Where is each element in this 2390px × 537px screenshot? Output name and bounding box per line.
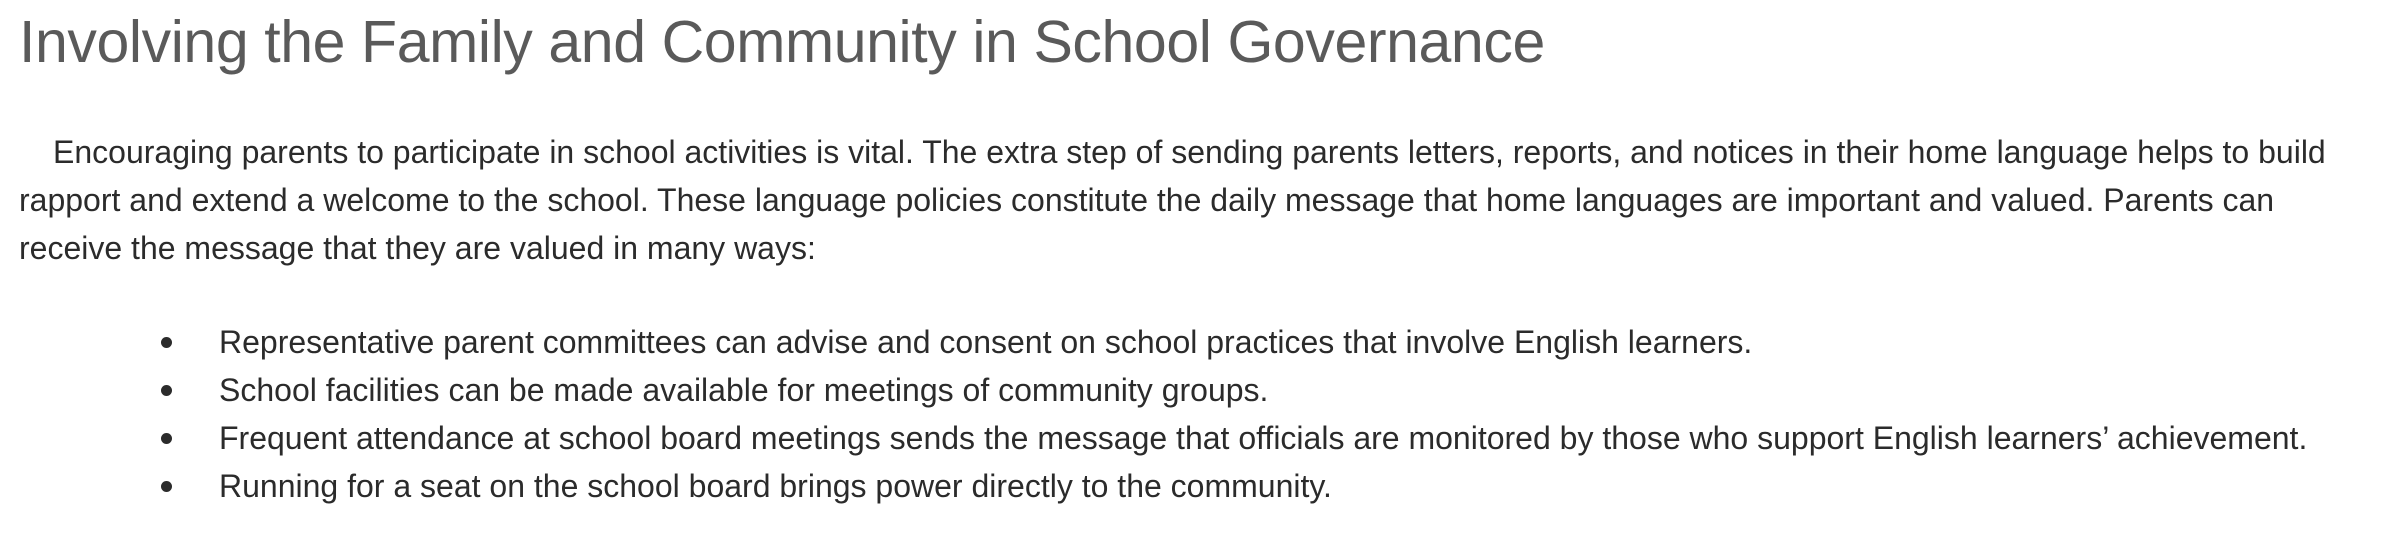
list-item-text: School facilities can be made available for meetings of community groups. <box>219 372 1269 408</box>
list-item <box>161 366 2371 414</box>
bullet-icon <box>161 433 172 444</box>
page-title: Involving the Family and Community in School Governance <box>19 9 1545 75</box>
list-item-text: Frequent attendance at school board meetings sends the message that officials are monitored by those who support English learners’ achievement. <box>219 420 2308 456</box>
list-item-text: Representative parent committees can advise and consent on school practices that involve English learners. <box>219 324 1753 360</box>
list-item <box>161 318 2371 366</box>
bullet-icon <box>161 481 172 492</box>
bullet-icon <box>161 385 172 396</box>
list-item <box>161 462 2371 510</box>
intro-paragraph: Encouraging parents to participate in school activities is vital. The extra step of sending parents letters, reports, and notices in their home language helps to build rapport and extend a welcome to the school. These language policies constitute the daily message that home languages are important and valued. Parents can receive the message that they are valued in many ways: <box>19 134 2326 266</box>
list-item-text: Running for a seat on the school board brings power directly to the community. <box>219 468 1332 504</box>
bullet-icon <box>161 337 172 348</box>
document-page <box>19 0 2371 510</box>
bullet-list <box>19 318 2371 510</box>
list-item <box>161 414 2371 462</box>
